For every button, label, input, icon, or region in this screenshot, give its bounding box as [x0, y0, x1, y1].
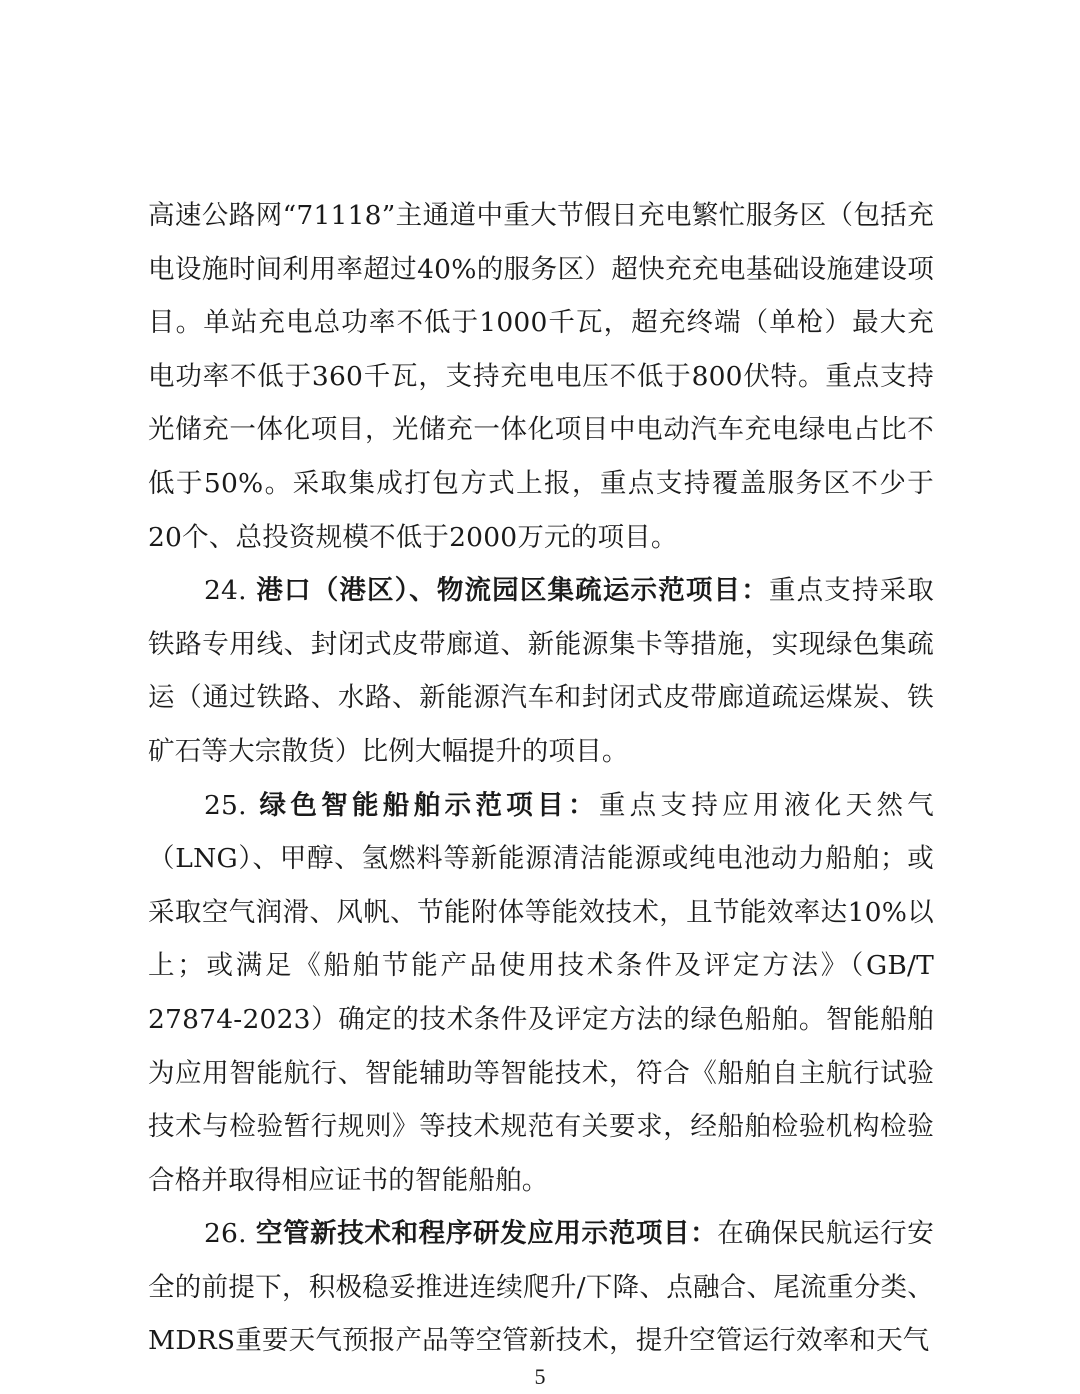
- paragraph-item-24: [148, 564, 934, 778]
- paragraph-item-25: [148, 779, 934, 1208]
- item-heading: 绿色智能船舶示范项目：: [259, 789, 599, 821]
- page-number: 5: [534, 1364, 546, 1389]
- body-text: [148, 189, 934, 1368]
- paragraph-body: 重点支持采取铁路专用线、封闭式皮带廊道、新能源集卡等措施，实现绿色集疏运（通过铁路、水路、新能源汽车和封闭式皮带廊道疏运煤炭、铁矿石等大宗散货）比例大幅提升的项目。: [148, 575, 934, 767]
- item-heading: 港口（港区）、物流园区集疏运示范项目：: [256, 575, 769, 607]
- paragraph-body: 在确保民航运行安全的前提下，积极稳妥推进连续爬升/下降、点融合、尾流重分类、MDRS重要天气预报产品等空管新技术，提升空管运行效率和天气: [148, 1218, 934, 1357]
- paragraph-item-26: [148, 1207, 934, 1368]
- paragraph-body: 高速公路网“71118”主通道中重大节假日充电繁忙服务区（包括充电设施时间利用率超过40%的服务区）超快充充电基础设施建设项目。单站充电总功率不低于1000千瓦，超充终端（单枪）最大充电功率不低于360千瓦，支持充电电压不低于800伏特。重点支持光储充一体化项目，光储充一体化项目中电动汽车充电绿电占比不低于50%。采取集成打包方式上报，重点支持覆盖服务区不少于20个、总投资规模不低于2000万元的项目。: [148, 200, 934, 553]
- item-number: 26.: [204, 1218, 256, 1250]
- paragraph-body: 重点支持应用液化天然气（LNG）、甲醇、氢燃料等新能源清洁能源或纯电池动力船舶；或采取空气润滑、风帆、节能附体等能效技术，且节能效率达10%以上；或满足《船舶节能产品使用技术条件及评定方法》（GB/T 27874-2023）确定的技术条件及评定方法的绿色船舶。智能船舶为应用智能航行、智能辅助等智能技术，符合《船舶自主航行试验技术与检验暂行规则》等技术规范有关要求，经船舶检验机构检验合格并取得相应证书的智能船舶。: [148, 789, 934, 1196]
- item-heading: 空管新技术和程序研发应用示范项目：: [255, 1218, 718, 1250]
- item-number: 25.: [204, 789, 260, 821]
- item-number: 24.: [204, 575, 257, 607]
- paragraph-continuation: [148, 189, 934, 564]
